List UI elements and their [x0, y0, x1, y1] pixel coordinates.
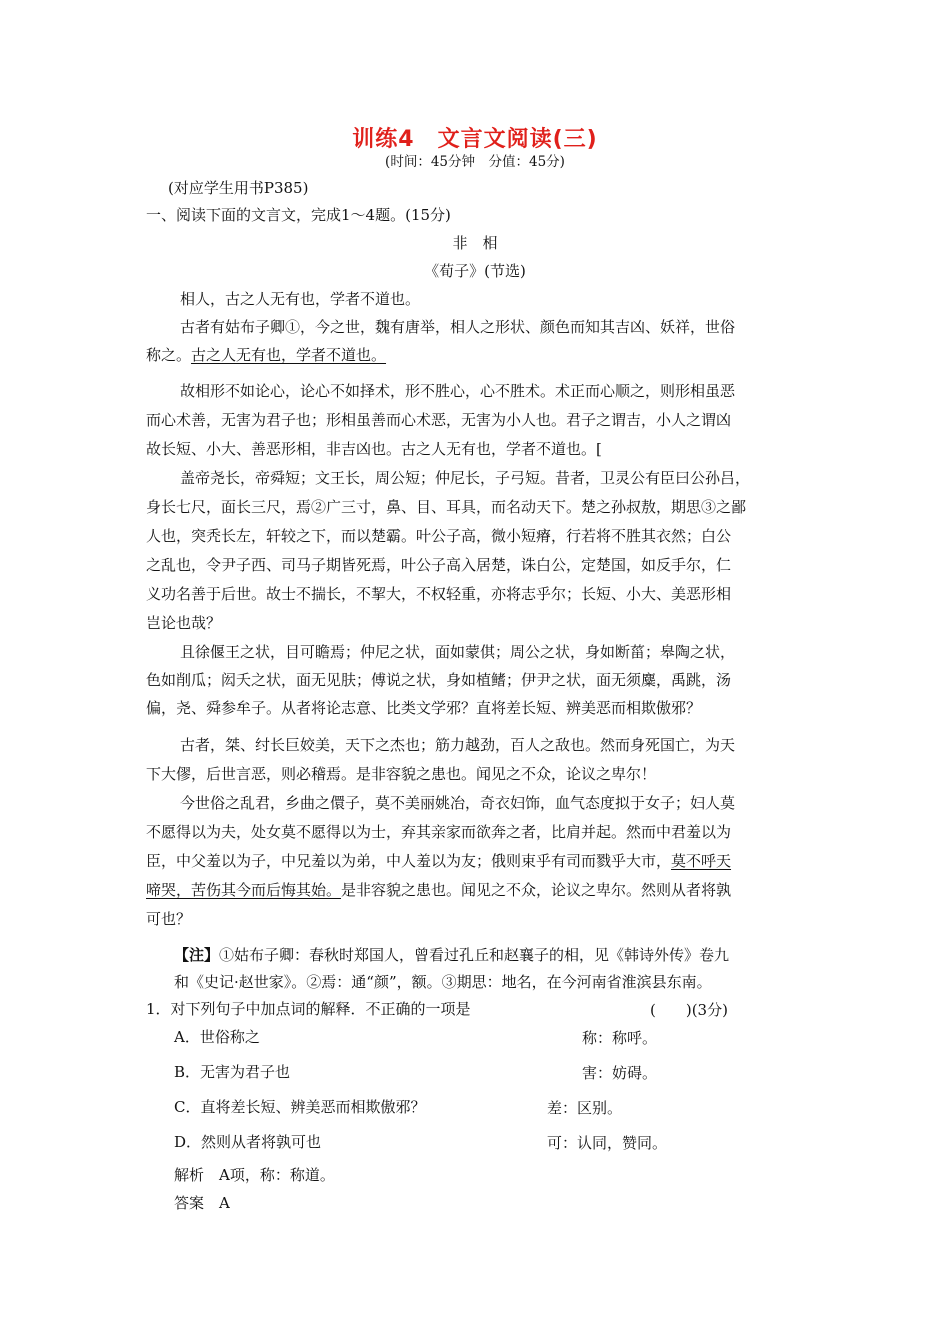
notes-line: 和《史记·赵世家》。②焉：通“颜”，额。③期思：地名，在今河南省淮滨县东南。	[174, 973, 712, 991]
option-sentence: 直将差长短、辨美恶而相欺傲邪？	[200, 1098, 426, 1116]
notes-label: 【注】	[174, 946, 220, 964]
passage-line: 故长短、小大、善恶形相，非吉凶也。古之人无有也，学者不道也。[	[146, 440, 602, 458]
passage-line: 盖帝尧长，帝舜短；文王长，周公短；仲尼长，子弓短。昔者，卫灵公有臣曰公孙吕，	[180, 469, 751, 487]
passage-line: 今世俗之乱君，乡曲之儇子，莫不美丽姚冶，奇衣妇饰，血气态度拟于女子；妇人莫	[180, 794, 736, 812]
option-a-gloss: 称：称呼。	[582, 1029, 658, 1047]
option-sentence: 然则从者将孰可也	[201, 1133, 322, 1151]
passage-line: 岂论也哉？	[146, 614, 222, 632]
option-sentence: 无害为君子也	[200, 1063, 291, 1081]
source-note: (对应学生用书P385)	[168, 179, 309, 197]
passage-line: 故相形不如论心，论心不如择术，形不胜心，心不胜术。术正而心顺之，则形相虽恶	[180, 382, 736, 400]
option-d-gloss: 可：认同，赞同。	[547, 1134, 668, 1152]
passage-line: 古者，桀、纣长巨姣美，天下之杰也；筋力越劲，百人之敌也。然而身死国亡，为天	[180, 736, 736, 754]
passage-line	[146, 345, 386, 365]
passage-line: 而心术善，无害为君子也；形相虽善而心术恶，无害为小人也。君子之谓吉，小人之谓凶	[146, 411, 732, 429]
passage-source: 《荀子》(节选)	[424, 262, 526, 280]
analysis-text: A项，称：称道。	[219, 1166, 335, 1184]
underlined-sentence: 啼哭，苦伤其今而后悔其始。	[146, 881, 342, 899]
option-b-gloss: 害：妨碍。	[582, 1064, 658, 1082]
passage-line: 古者有姑布子卿①，今之世，魏有唐举，相人之形状、颜色而知其吉凶、妖祥，世俗	[180, 318, 736, 336]
option-letter: B．	[174, 1063, 201, 1081]
passage-line: 下大僇，后世言恶，则必稽焉。是非容貌之患也。闻见之不众，论议之卑尔！	[146, 765, 657, 783]
page-subtitle: (时间：45分钟 分值：45分)	[385, 154, 565, 170]
option-letter: D．	[174, 1133, 202, 1151]
passage-fragment: 臣，中父羞以为子，中兄羞以为弟，中人羞以为友；俄则束乎有司而戮乎大市，	[146, 852, 672, 870]
option-sentence: 世俗称之	[199, 1028, 260, 1046]
option-b	[174, 1062, 290, 1082]
option-letter: A．	[174, 1028, 200, 1046]
passage-line: 人也，突秃长左，轩较之下，而以楚霸。叶公子高，微小短瘠，行若将不胜其衣然；白公	[146, 527, 732, 545]
passage-line	[146, 880, 731, 900]
passage-fragment: 是非容貌之患也。闻见之不众，论议之卑尔。然则从者将孰	[341, 881, 732, 899]
passage-fragment: 称之。	[146, 346, 192, 364]
analysis-label: 解析	[174, 1166, 205, 1184]
passage-line: 偏，尧、舜参牟子。从者将论志意、比类文学邪？直将差长短、辨美恶而相欺傲邪？	[146, 699, 702, 717]
option-letter: C．	[174, 1098, 201, 1116]
notes-text: ①姑布子卿：春秋时郑国人，曾看过孔丘和赵襄子的相，见《韩诗外传》卷九	[219, 946, 730, 964]
underlined-sentence: 古之人无有也，学者不道也。	[191, 346, 387, 364]
option-c-gloss: 差：区别。	[547, 1099, 623, 1117]
passage-line: 义功名善于后世。故士不揣长，不挈大，不权轻重，亦将志乎尔；长短、小大、美恶形相	[146, 585, 732, 603]
passage-line: 不愿得以为夫，处女莫不愿得以为士，弃其亲家而欲奔之者，比肩并起。然而中君羞以为	[146, 823, 732, 841]
passage-line: 之乱也，令尹子西、司马子期皆死焉，叶公子高入居楚，诛白公，定楚国，如反手尔，仁	[146, 556, 732, 574]
section-heading: 一、阅读下面的文言文，完成1～4题。(15分)	[146, 206, 451, 224]
answer	[174, 1193, 230, 1213]
passage-line: 色如削瓜；闳夭之状，面无见肤；傅说之状，身如植鳍；伊尹之状，面无须麋，禹跳，汤	[146, 671, 732, 689]
passage-line: 身长七尺，面长三尺，焉②广三寸，鼻、目、耳具，而名动天下。楚之孙叔敖，期思③之鄙	[146, 498, 747, 516]
question-stem: 1．对下列句子中加点词的解释．不正确的一项是	[146, 1000, 471, 1018]
underlined-sentence: 莫不呼天	[671, 852, 732, 870]
page-title: 训练4 文言文阅读(三)	[352, 127, 598, 152]
passage-title: 非 相	[452, 234, 498, 252]
passage-line: 可也？	[146, 910, 192, 928]
notes-line	[174, 945, 729, 965]
answer-bracket: ( )(3分)	[650, 1001, 728, 1019]
option-d	[174, 1132, 321, 1152]
analysis	[174, 1165, 335, 1185]
passage-line: 相人，古之人无有也，学者不道也。	[180, 290, 421, 308]
passage-line: 且徐偃王之状，目可瞻焉；仲尼之状，面如蒙倛；周公之状，身如断菑；皋陶之状，	[180, 643, 736, 661]
passage-line	[146, 851, 731, 871]
answer-label: 答案	[174, 1194, 205, 1212]
option-c	[174, 1097, 426, 1117]
option-a	[174, 1027, 260, 1047]
answer-value: A	[219, 1194, 230, 1212]
